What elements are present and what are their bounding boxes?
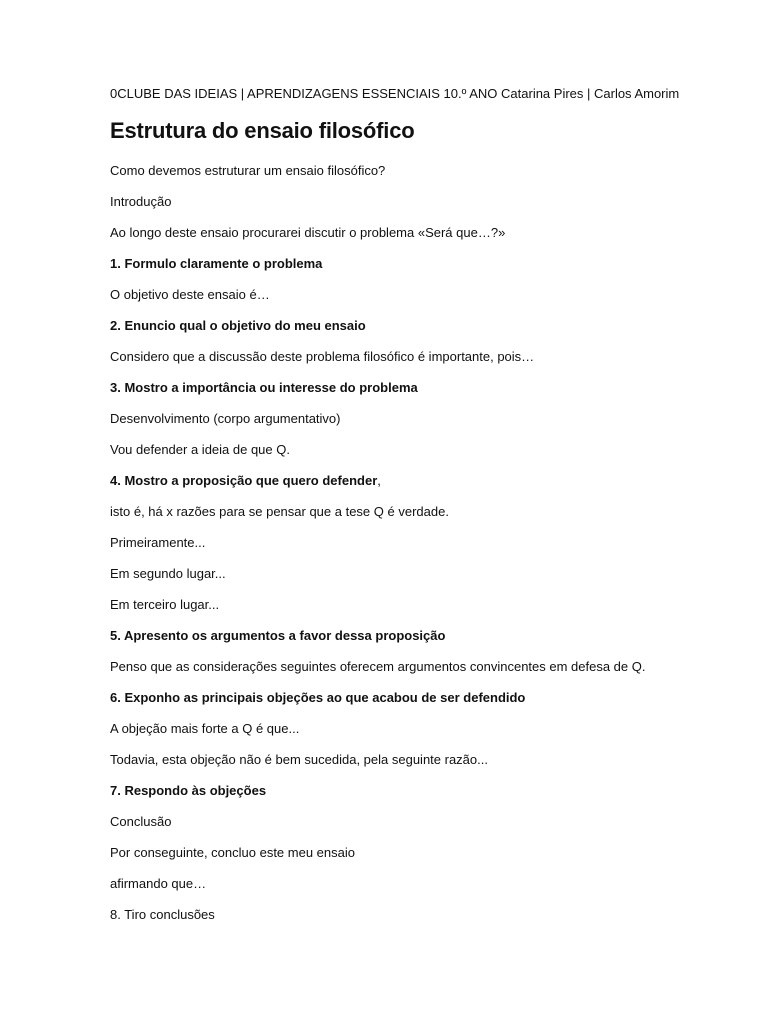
body-text-line [110, 163, 385, 178]
line-text: Primeiramente... [110, 535, 206, 550]
line-text: Vou defender a ideia de que Q. [110, 442, 290, 457]
line-text: Como devemos estruturar um ensaio filosófico? [110, 163, 386, 178]
line-text: 7. Respondo às objeções [110, 783, 267, 798]
line-text: afirmando que… [110, 876, 207, 891]
line-text: 2. Enuncio qual o objetivo do meu ensaio [110, 318, 366, 333]
body-text-line [110, 907, 215, 922]
line-text: Penso que as considerações seguintes oferecem argumentos convincentes em defesa de Q. [110, 659, 646, 674]
line-text: 8. Tiro conclusões [110, 907, 215, 922]
body-text-line [110, 752, 488, 767]
line-text: 1. Formulo claramente o problema [110, 256, 323, 271]
line-text: 3. Mostro a importância ou interesse do problema [110, 380, 418, 395]
section-heading [110, 783, 266, 798]
line-text: O objetivo deste ensaio é… [110, 287, 270, 302]
body-text-line [110, 504, 449, 519]
body-text-line [110, 225, 505, 240]
line-text: Todavia, esta objeção não é bem sucedida, pela seguinte razão... [110, 752, 488, 767]
section-heading [110, 256, 322, 271]
section-heading [110, 318, 366, 333]
document-title: Estrutura do ensaio filosófico [110, 118, 415, 143]
body-text-line [110, 566, 226, 581]
line-text: Em terceiro lugar... [110, 597, 220, 612]
body-text-line [110, 876, 206, 891]
line-text: Considero que a discussão deste problema filosófico é importante, pois… [110, 349, 535, 364]
section-heading [110, 628, 445, 643]
line-text: A objeção mais forte a Q é que... [110, 721, 300, 736]
line-text: Introdução [110, 194, 172, 209]
document-header: 0CLUBE DAS IDEIAS | APRENDIZAGENS ESSENCIAIS 10.º ANO Catarina Pires | Carlos Amorim [110, 86, 680, 101]
line-text: Desenvolvimento (corpo argumentativo) [110, 411, 341, 426]
line-text: isto é, há x razões para se pensar que a tese Q é verdade. [110, 504, 449, 519]
body-text-line [110, 814, 171, 829]
section-heading [110, 690, 525, 705]
line-suffix: , [377, 473, 381, 488]
body-text-line [110, 287, 270, 302]
line-text: 4. Mostro a proposição que quero defender [110, 473, 378, 488]
body-text-line [110, 349, 534, 364]
body-text-line [110, 597, 219, 612]
body-text-line [110, 845, 355, 860]
line-text: Por conseguinte, concluo este meu ensaio [110, 845, 355, 860]
line-text: Em segundo lugar... [110, 566, 226, 581]
body-text-line [110, 721, 299, 736]
section-heading [110, 380, 418, 395]
line-text: 5. Apresento os argumentos a favor dessa proposição [110, 628, 446, 643]
line-text: Ao longo deste ensaio procurarei discutir o problema «Será que…?» [110, 225, 506, 240]
section-heading [110, 473, 381, 488]
body-text-line [110, 442, 290, 457]
line-text: 6. Exponho as principais objeções ao que acabou de ser defendido [110, 690, 526, 705]
body-text-line [110, 535, 205, 550]
body-text-line [110, 411, 341, 426]
body-text-line [110, 194, 171, 209]
line-text: Conclusão [110, 814, 172, 829]
body-text-line [110, 659, 645, 674]
